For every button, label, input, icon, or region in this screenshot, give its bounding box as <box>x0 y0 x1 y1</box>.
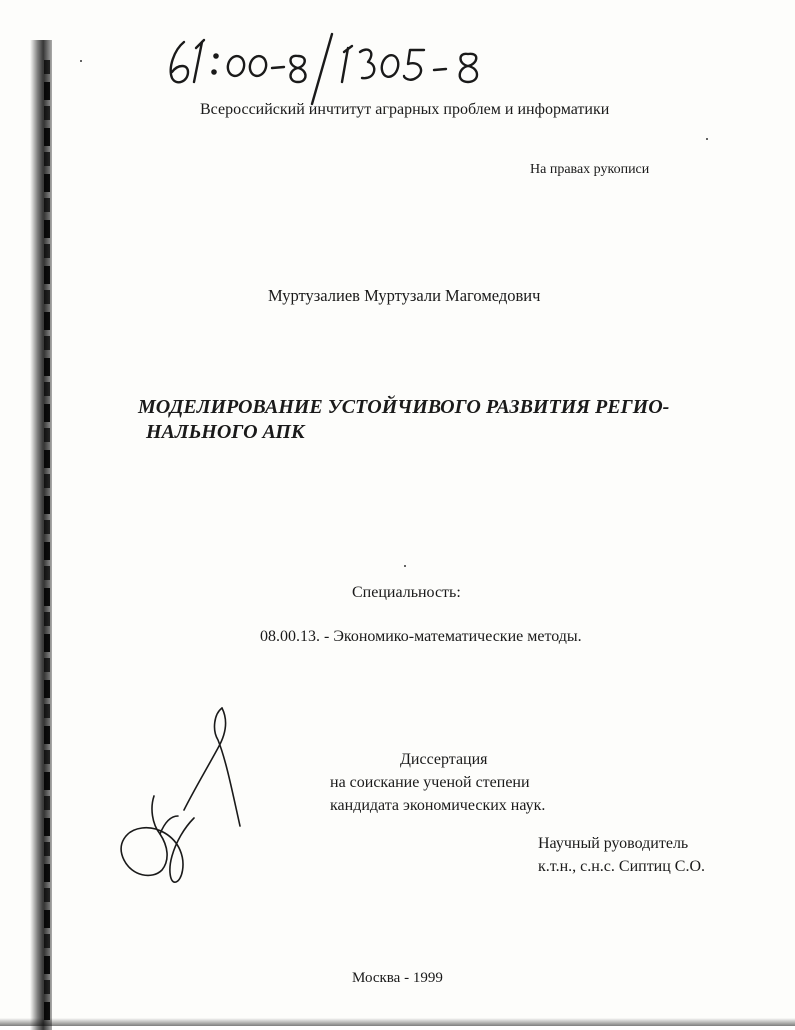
supervisor-label: Научный руоводитель <box>538 835 689 852</box>
scan-bottom-edge <box>0 1018 795 1026</box>
city-year: Москва - 1999 <box>352 970 443 986</box>
rights-notice: На правах рукописи <box>530 162 650 177</box>
title-line-1: МОДЕЛИРОВАНИЕ УСТОЙЧИВОГО РАЗВИТИЯ РЕГИО- <box>138 396 670 418</box>
scan-speck <box>404 565 406 567</box>
author-name: Муртузалиев Муртузали Магомедович <box>268 286 541 305</box>
specialty-label: Специальность: <box>352 584 461 601</box>
dissertation-title <box>138 395 698 445</box>
scan-speck <box>706 138 708 140</box>
scan-speck <box>80 60 82 62</box>
dissertation-type: Диссертация <box>400 751 488 768</box>
dissertation-degree: кандидата экономических наук. <box>330 797 546 814</box>
dissertation-purpose: на соискание ученой степени <box>330 774 530 791</box>
handwritten-signature <box>110 700 260 890</box>
title-line-2: НАЛЬНОГО АПК <box>146 421 305 443</box>
scan-edge-artifacts <box>44 60 50 1020</box>
handwritten-archive-mark <box>162 20 522 110</box>
specialty-value: 08.00.13. - Экономико-математические методы. <box>260 628 582 645</box>
supervisor-name: к.т.н., с.н.с. Сиптиц С.О. <box>538 858 706 875</box>
institute-name: Всероссийский инчтитут аграрных проблем и информатики <box>200 101 610 118</box>
